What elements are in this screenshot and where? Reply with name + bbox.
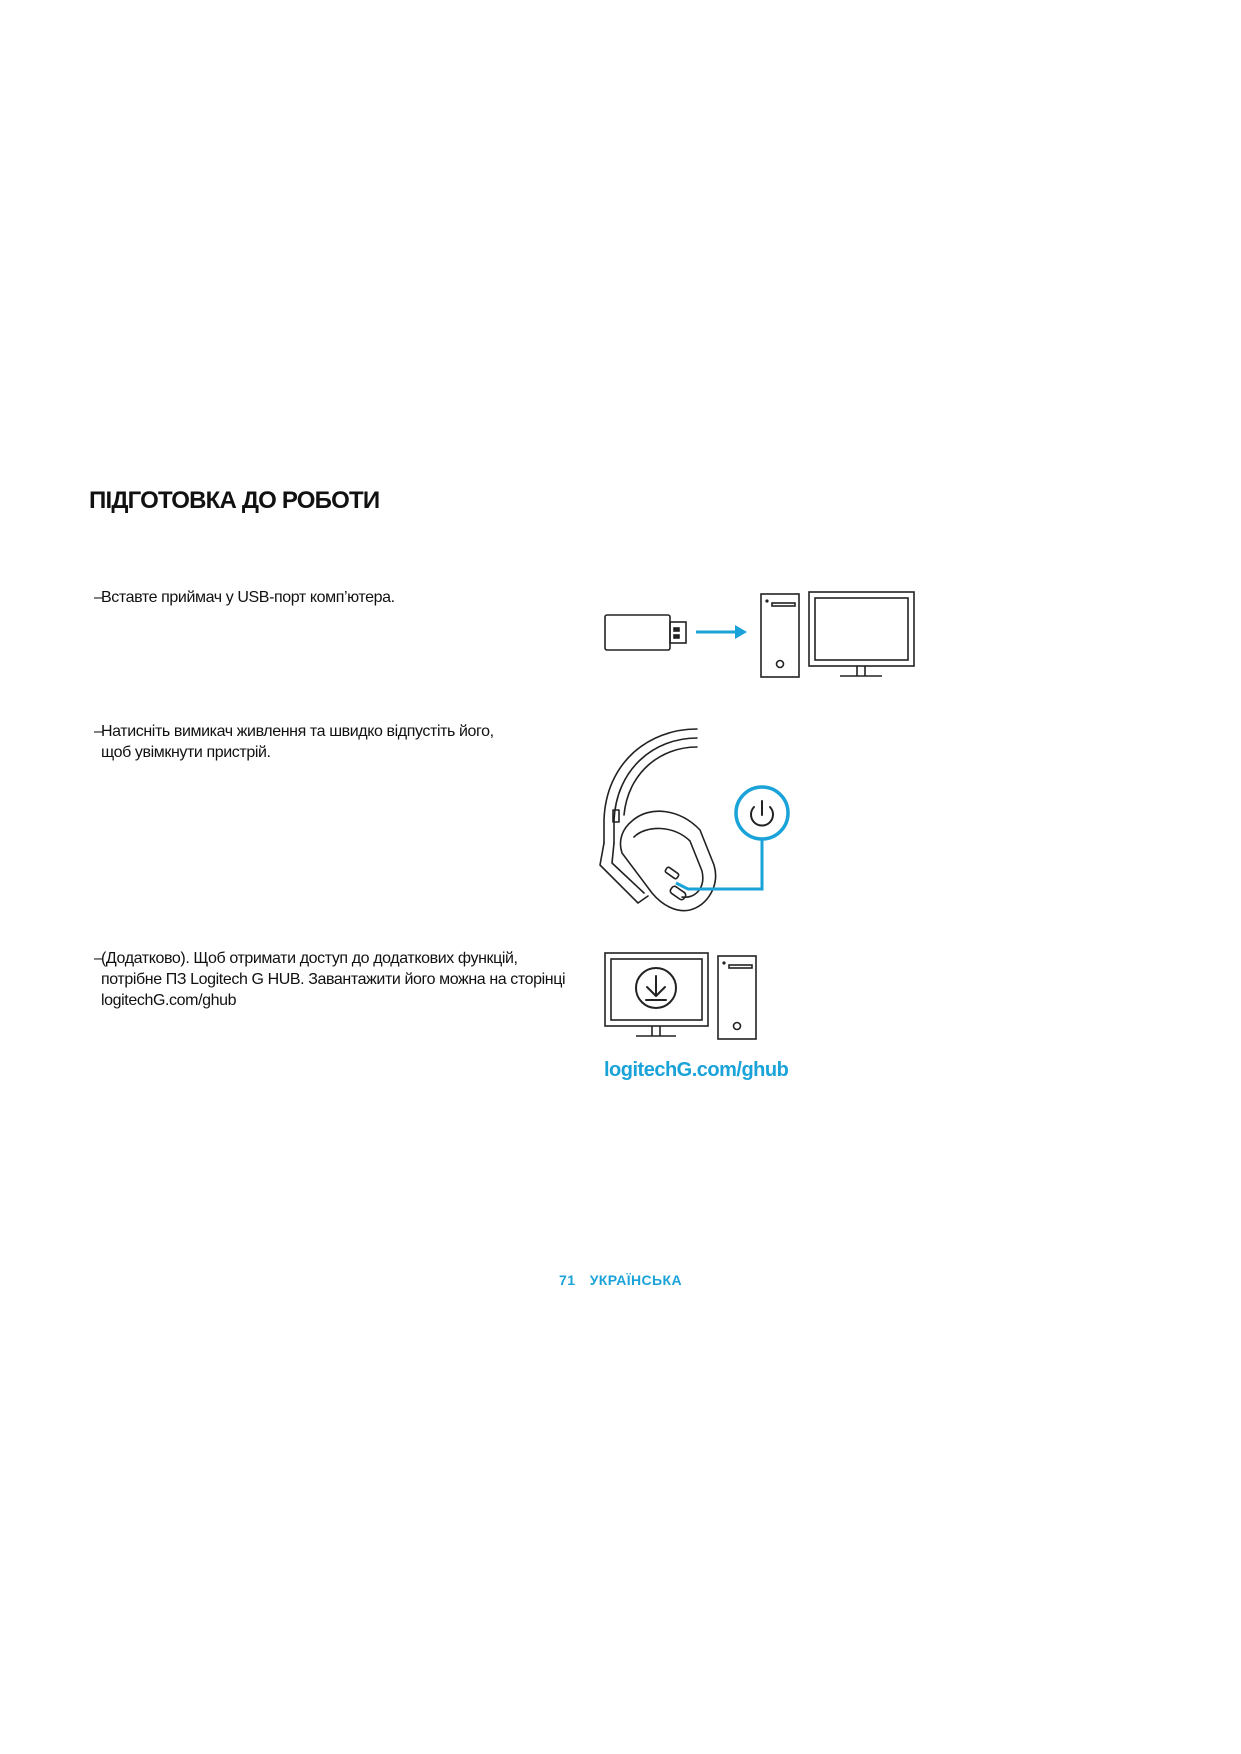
arrow-right-icon [696, 625, 747, 639]
page-number: 71 [559, 1272, 576, 1288]
step-3-line-3: logitechG.com/ghub [101, 992, 237, 1009]
step-2-line-2: щоб увімкнути пристрій. [101, 744, 271, 761]
step-3-instruction [94, 948, 566, 1011]
monitor-icon [809, 592, 914, 676]
step-2-line-1: Натисніть вимикач живлення та швидко відпустіть його, [101, 723, 494, 740]
step-1-instruction [94, 587, 395, 608]
page-title: ПІДГОТОВКА ДО РОБОТИ [89, 487, 380, 514]
headset-icon [600, 729, 716, 911]
download-ghub-illustration [600, 950, 770, 1045]
power-callout-line [676, 839, 762, 889]
footer-language: УКРАЇНСЬКА [589, 1272, 682, 1288]
step-1-dash: – [94, 589, 103, 606]
ghub-download-link[interactable]: logitechG.com/ghub [604, 1059, 789, 1081]
step-3-dash: – [94, 950, 103, 967]
usb-receiver-icon [605, 615, 686, 650]
step-3-line-1: (Додатково). Щоб отримати доступ до додаткових функцій, [101, 950, 518, 967]
step-1-line-1: Вставте приймач у USB-порт комп’ютера. [101, 589, 395, 606]
computer-tower-icon [761, 594, 799, 677]
step-2-dash: – [94, 723, 103, 740]
power-icon [736, 787, 788, 839]
headset-power-button-illustration [590, 725, 810, 935]
step-2-instruction [94, 721, 494, 763]
download-computer-tower-icon [718, 956, 756, 1039]
step-3-line-2: потрібне ПЗ Logitech G HUB. Завантажити його можна на сторінці [101, 971, 566, 988]
usb-receiver-into-computer-illustration [600, 585, 930, 685]
page-footer [0, 1272, 1241, 1288]
download-icon [636, 968, 676, 1008]
